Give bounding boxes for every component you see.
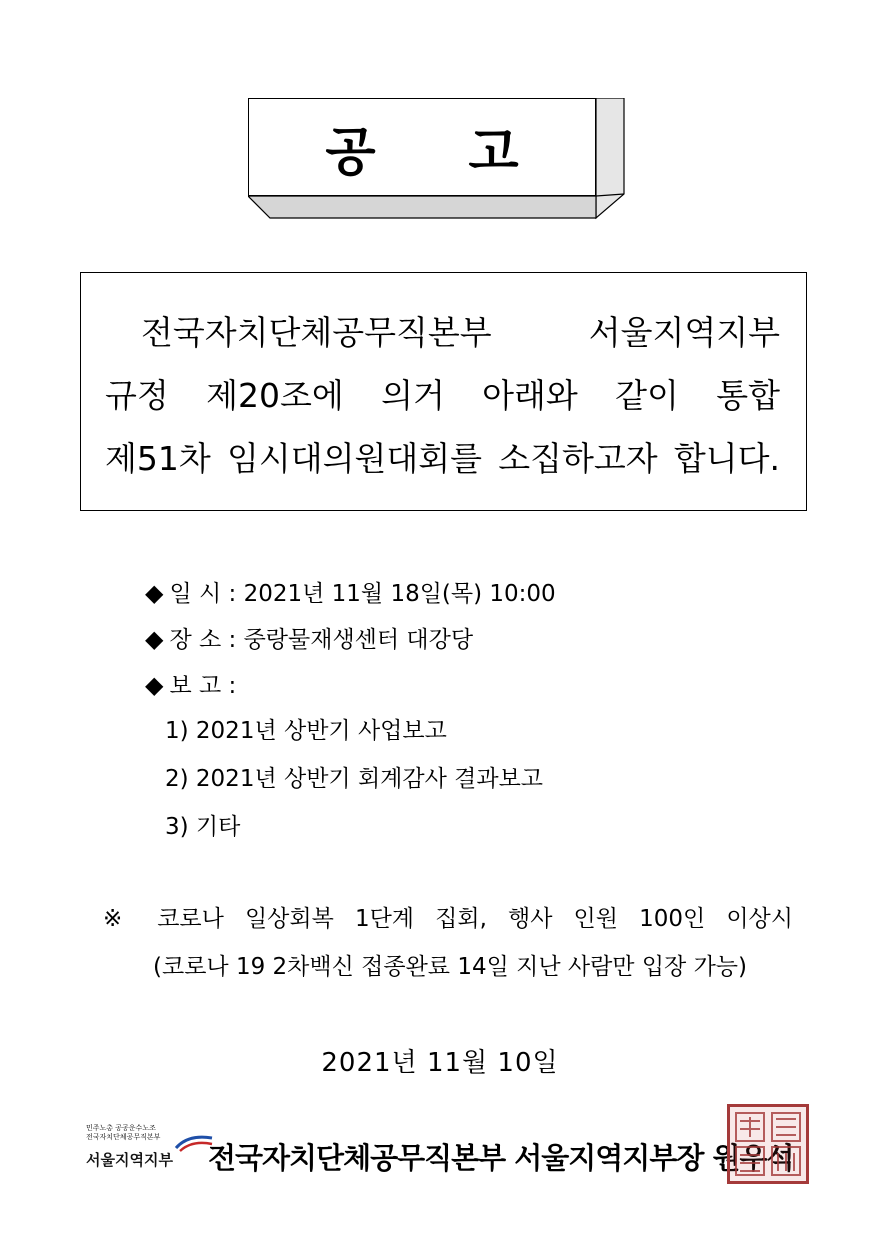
- diamond-bullet-icon: ◆: [145, 579, 164, 607]
- covid-notice-line-2: (코로나 19 2차백신 접종완료 14일 지난 사람만 입장 가능): [153, 954, 747, 980]
- detail-date: [145, 578, 556, 609]
- intro-box: [80, 272, 807, 511]
- place-value: 중랑물재생센터 대강당: [243, 627, 474, 653]
- detail-place: [145, 624, 473, 655]
- report-item: 1) 2021년 상반기 사업보고: [165, 718, 447, 744]
- diamond-bullet-icon: ◆: [145, 625, 164, 653]
- date-value: 2021년 11월 18일(목) 10:00: [243, 581, 556, 607]
- intro-line-1: 전국자치단체공무직본부 서울지역지부: [141, 313, 780, 352]
- notice-title-box: [248, 98, 626, 220]
- diamond-bullet-icon: ◆: [145, 671, 164, 699]
- union-logo: [86, 1124, 216, 1174]
- place-label: 장 소 :: [169, 627, 237, 653]
- date-label: 일 시 :: [169, 581, 237, 607]
- report-item: 3) 기타: [165, 814, 241, 840]
- intro-line-3: 제51차 임시대의원대회를 소집하고자 합니다.: [105, 439, 780, 478]
- title-front: [248, 98, 596, 196]
- report-label: 보 고 :: [169, 673, 237, 699]
- official-seal-icon: [727, 1104, 809, 1184]
- title-char-2: 고: [468, 122, 519, 183]
- covid-notice-line-1: ※ 코로나 일상회복 1단계 집회, 행사 인원 100인 이상시: [103, 906, 793, 932]
- detail-report: [145, 670, 236, 701]
- title-char-1: 공: [325, 122, 376, 183]
- signer-name: 전국자치단체공무직본부 서울지역지부장 원우석: [208, 1141, 794, 1175]
- logo-small-text-2: 전국자치단체공무직본부: [86, 1133, 161, 1141]
- report-item: 2) 2021년 상반기 회계감사 결과보고: [165, 766, 543, 792]
- issue-date: 2021년 11월 10일: [321, 1048, 559, 1078]
- logo-big-text: 서울지역지부: [86, 1151, 173, 1169]
- logo-small-text-1: 민주노총 공공운수노조: [86, 1124, 156, 1132]
- intro-line-2: 규정 제20조에 의거 아래와 같이 통합: [105, 376, 780, 415]
